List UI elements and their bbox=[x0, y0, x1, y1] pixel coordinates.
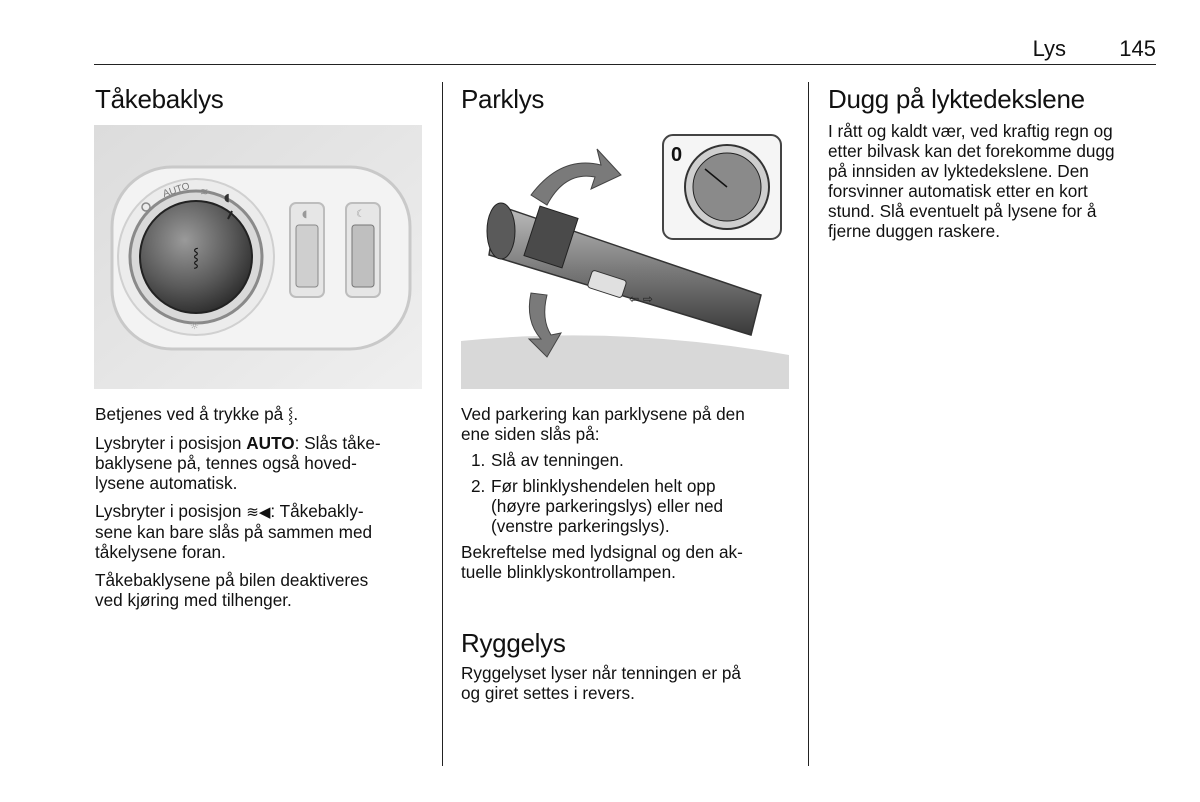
low-beam-position-icon: ≋ bbox=[200, 187, 209, 198]
column-divider-2 bbox=[808, 82, 809, 766]
paragraph-operate: Betjenes ved å trykke på ⸾. bbox=[95, 404, 299, 424]
paragraph-auto: Lysbryter i posisjon AUTO: Slås tåke- baklysene på, tennes også hoved- lysene automatisk. bbox=[95, 433, 381, 493]
switch-position-zero-label: 0 bbox=[671, 144, 683, 166]
reverse-light-section bbox=[461, 628, 801, 703]
paragraph-condensation: I rått og kaldt vær, ved kraftig regn og etter bilvask kan det forekomme dugg på innsiden av lyktedekslene. Den forsvinner automatisk etter en kort stund. Slå eventuelt på lysene for å fjerne duggen raskere. bbox=[828, 121, 1115, 241]
rear-fog-light-icon: ⸾ bbox=[288, 406, 294, 424]
list-item-step-1: 1. Slå av tenningen. bbox=[471, 450, 624, 470]
list-item-step-2: 2. Før blinklyshendelen helt opp (høyre parkeringslys) eller ned (venstre parkeringslys). bbox=[471, 476, 724, 536]
column-rear-fog-light bbox=[95, 84, 425, 115]
fog-position-icon: ◖ bbox=[224, 191, 230, 204]
page-number: 145 bbox=[1119, 36, 1156, 61]
section-title-condensation: Dugg på lyktedekslene bbox=[828, 84, 1085, 114]
paragraph-reverse: Ryggelyset lyser når tenningen er på og giret settes i revers. bbox=[461, 663, 741, 703]
auto-position-label: AUTO bbox=[161, 180, 192, 200]
light-switch-figure bbox=[94, 125, 422, 389]
headlight-range-icon: ◖ bbox=[302, 209, 308, 220]
paragraph-trailer: Tåkebaklysene på bilen deaktiveres ved kjøring med tilhenger. bbox=[95, 570, 369, 610]
indicator-stalk-figure bbox=[461, 125, 789, 389]
low-beam-icon: ≋◀ bbox=[246, 503, 271, 521]
column-condensation bbox=[828, 84, 1168, 241]
column-divider-1 bbox=[442, 82, 443, 766]
brightness-icon: ☼ bbox=[190, 321, 199, 332]
rear-fog-text bbox=[95, 404, 425, 610]
paragraph-low-beam: Lysbryter i posisjon ≋◀: Tåkebakly- sene kan bare slås på sammen med tåkelysene foran. bbox=[95, 501, 373, 562]
parking-text bbox=[461, 404, 801, 582]
section-title-rear-fog: Tåkebaklys bbox=[95, 84, 224, 114]
section-title-parking: Parklys bbox=[461, 84, 545, 114]
rear-fog-light-icon: ⸾ bbox=[192, 247, 200, 268]
dimmer-icon: ☾ bbox=[356, 209, 365, 220]
column-parking-light bbox=[461, 84, 791, 115]
paragraph-confirmation: Bekreftelse med lydsignal og den ak- tuelle blinklyskontrollampen. bbox=[461, 542, 743, 582]
turn-signal-arrows-icon: ⇦ ⇨ bbox=[629, 292, 653, 306]
header-section-title: Lys bbox=[1032, 36, 1066, 61]
paragraph-parking-intro: Ved parkering kan parklysene på den ene siden slås på: bbox=[461, 404, 745, 444]
page-header bbox=[94, 36, 1156, 65]
section-title-reverse: Ryggelys bbox=[461, 628, 566, 658]
